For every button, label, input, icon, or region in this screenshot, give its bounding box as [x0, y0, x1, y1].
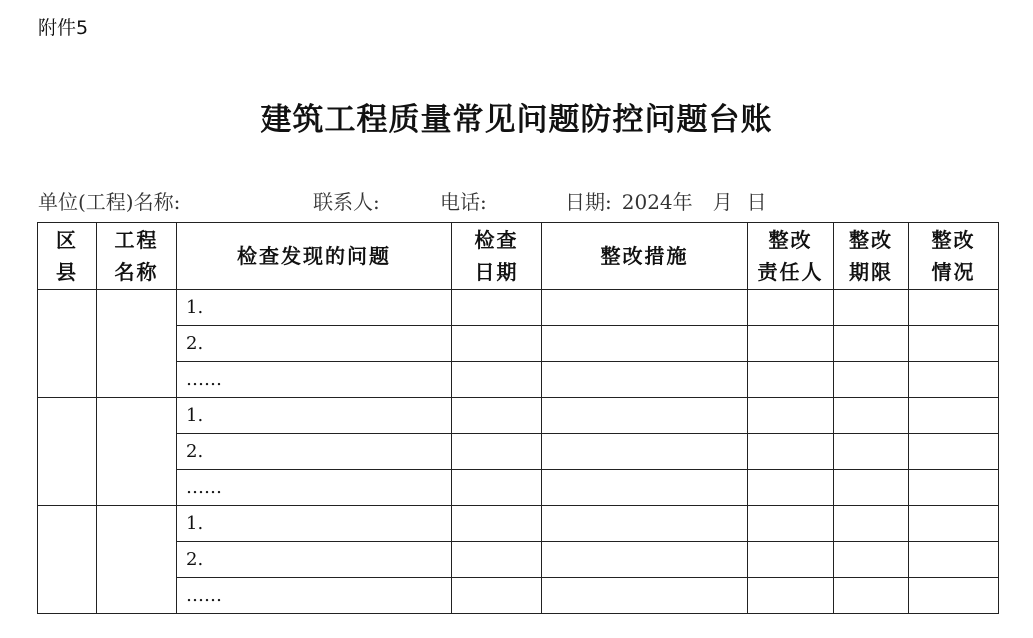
deadline-cell[interactable]	[834, 326, 909, 362]
responsible-cell[interactable]	[748, 290, 834, 326]
problem-cell[interactable]: 2.	[177, 434, 452, 470]
problem-cell[interactable]: ……	[177, 362, 452, 398]
measures-cell[interactable]	[542, 434, 748, 470]
county-cell[interactable]	[38, 290, 97, 398]
date-month: 月	[712, 190, 733, 214]
page-title: 建筑工程质量常见问题防控问题台账	[260, 102, 773, 138]
header-deadline: 整改 期限	[834, 223, 909, 290]
problem-cell[interactable]: 1.	[177, 398, 452, 434]
date-day: 日	[746, 190, 767, 214]
check-date-cell[interactable]	[452, 398, 542, 434]
header-problems-found: 检查发现的问题	[177, 223, 452, 290]
problem-cell[interactable]: ……	[177, 578, 452, 614]
attachment-label: 附件5	[38, 17, 89, 39]
responsible-cell[interactable]	[748, 578, 834, 614]
status-cell[interactable]	[909, 434, 999, 470]
responsible-cell[interactable]	[748, 362, 834, 398]
responsible-cell[interactable]	[748, 506, 834, 542]
check-date-cell[interactable]	[452, 326, 542, 362]
responsible-cell[interactable]	[748, 542, 834, 578]
measures-cell[interactable]	[542, 398, 748, 434]
problem-cell[interactable]: ……	[177, 470, 452, 506]
date-year: 2024年	[621, 190, 693, 214]
phone-label: 电话:	[440, 190, 487, 214]
check-date-cell[interactable]	[452, 578, 542, 614]
deadline-cell[interactable]	[834, 506, 909, 542]
header-rectification-status: 整改 情况	[909, 223, 999, 290]
status-cell[interactable]	[909, 470, 999, 506]
table-header-row	[38, 223, 999, 290]
date-field	[565, 186, 767, 218]
deadline-cell[interactable]	[834, 542, 909, 578]
status-cell[interactable]	[909, 542, 999, 578]
deadline-cell[interactable]	[834, 578, 909, 614]
county-cell[interactable]	[38, 506, 97, 614]
deadline-cell[interactable]	[834, 362, 909, 398]
project-name-cell[interactable]	[97, 506, 177, 614]
check-date-cell[interactable]	[452, 506, 542, 542]
table-row	[38, 542, 999, 578]
responsible-cell[interactable]	[748, 398, 834, 434]
table-row	[38, 434, 999, 470]
problem-cell[interactable]: 2.	[177, 326, 452, 362]
measures-cell[interactable]	[542, 542, 748, 578]
status-cell[interactable]	[909, 398, 999, 434]
contact-label: 联系人:	[313, 190, 380, 214]
problem-ledger-table	[37, 222, 999, 614]
deadline-cell[interactable]	[834, 434, 909, 470]
date-label: 日期:	[565, 190, 612, 214]
project-name-cell[interactable]	[97, 290, 177, 398]
status-cell[interactable]	[909, 290, 999, 326]
header-rectification-measures: 整改措施	[542, 223, 748, 290]
header-county: 区 县	[38, 223, 97, 290]
responsible-cell[interactable]	[748, 434, 834, 470]
measures-cell[interactable]	[542, 578, 748, 614]
measures-cell[interactable]	[542, 506, 748, 542]
responsible-cell[interactable]	[748, 326, 834, 362]
measures-cell[interactable]	[542, 326, 748, 362]
table-row	[38, 470, 999, 506]
table-row	[38, 578, 999, 614]
check-date-cell[interactable]	[452, 290, 542, 326]
check-date-cell[interactable]	[452, 434, 542, 470]
measures-cell[interactable]	[542, 362, 748, 398]
project-name-cell[interactable]	[97, 398, 177, 506]
header-responsible-person: 整改 责任人	[748, 223, 834, 290]
county-cell[interactable]	[38, 398, 97, 506]
status-cell[interactable]	[909, 362, 999, 398]
table-row	[38, 362, 999, 398]
header-project-name: 工程 名称	[97, 223, 177, 290]
problem-cell[interactable]: 1.	[177, 506, 452, 542]
table-row	[38, 326, 999, 362]
deadline-cell[interactable]	[834, 290, 909, 326]
unit-name-label: 单位(工程)名称:	[38, 190, 181, 214]
header-check-date: 检查 日期	[452, 223, 542, 290]
problem-cell[interactable]: 2.	[177, 542, 452, 578]
status-cell[interactable]	[909, 578, 999, 614]
deadline-cell[interactable]	[834, 470, 909, 506]
status-cell[interactable]	[909, 326, 999, 362]
check-date-cell[interactable]	[452, 542, 542, 578]
table-row	[38, 506, 999, 542]
table-row	[38, 398, 999, 434]
status-cell[interactable]	[909, 506, 999, 542]
table-row	[38, 290, 999, 326]
problem-cell[interactable]: 1.	[177, 290, 452, 326]
measures-cell[interactable]	[542, 290, 748, 326]
check-date-cell[interactable]	[452, 362, 542, 398]
measures-cell[interactable]	[542, 470, 748, 506]
deadline-cell[interactable]	[834, 398, 909, 434]
responsible-cell[interactable]	[748, 470, 834, 506]
check-date-cell[interactable]	[452, 470, 542, 506]
